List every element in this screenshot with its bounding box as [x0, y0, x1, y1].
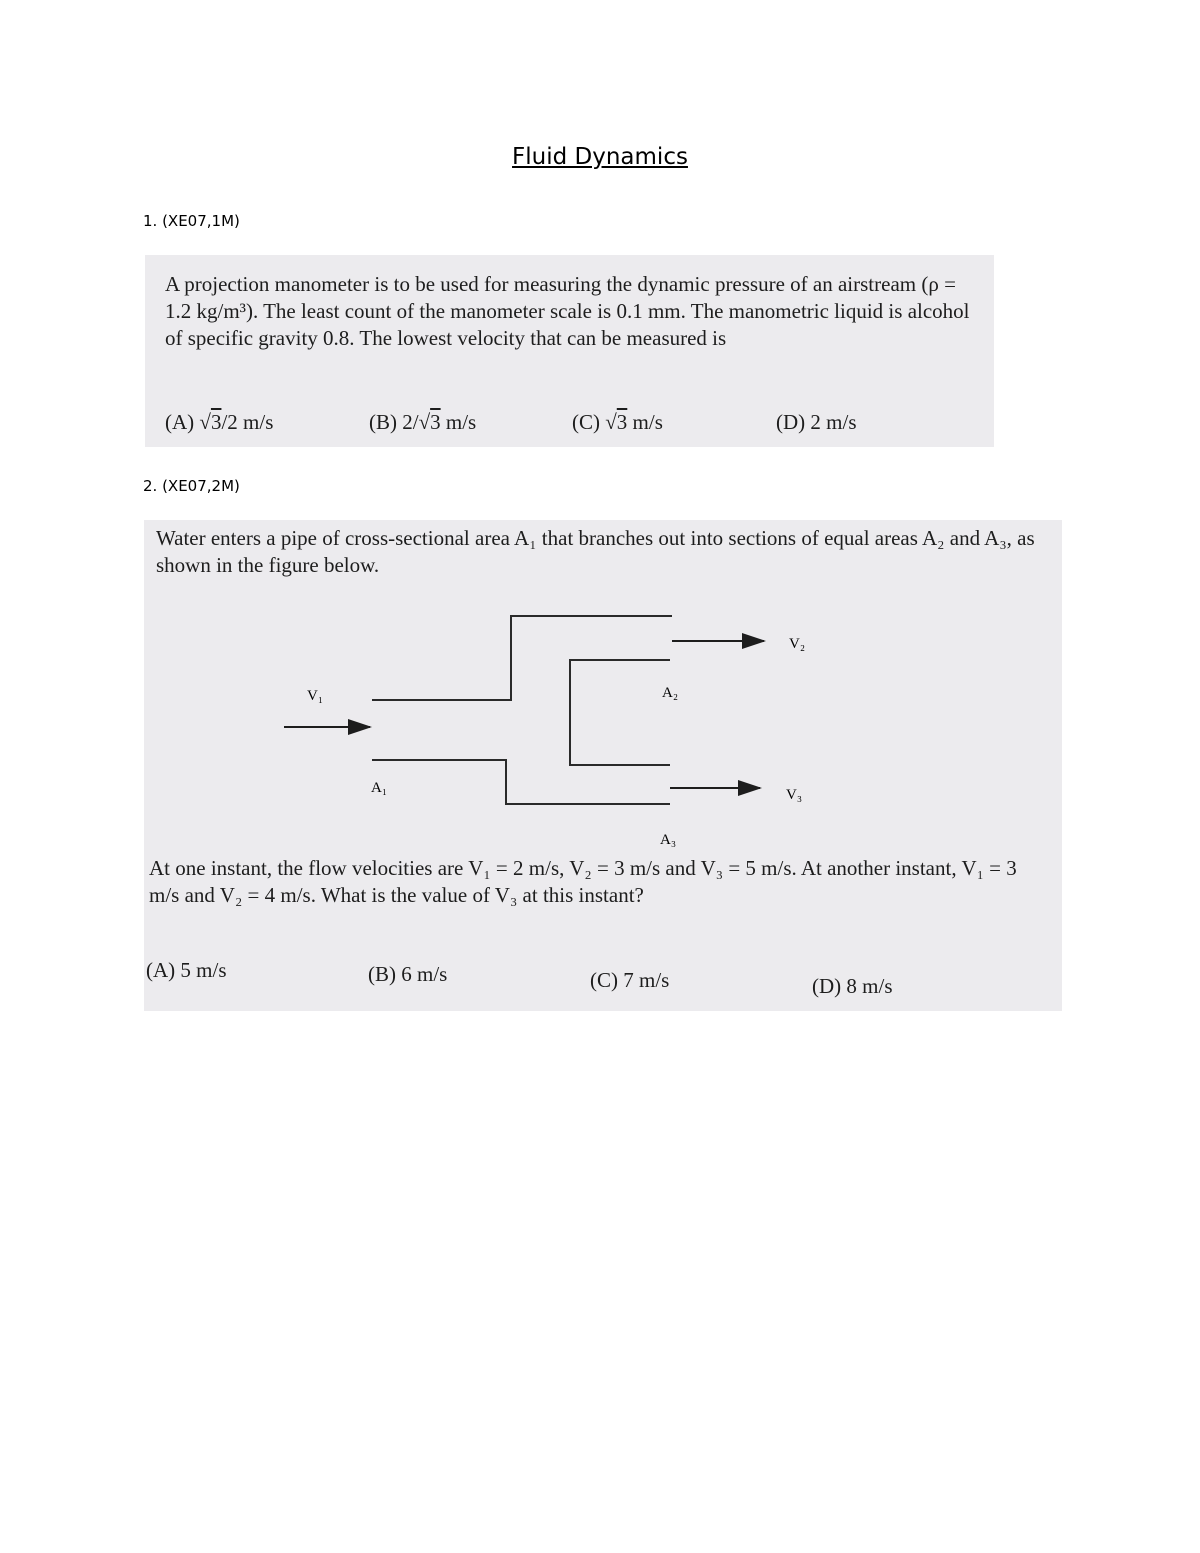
- question-2-option-d: (D) 8 m/s: [812, 974, 893, 998]
- label-v1: V₁: [307, 688, 324, 704]
- pipe-wall-inlet-bottom: [372, 760, 670, 804]
- question-2-label: 2. (XE07,2M): [143, 477, 240, 495]
- question-1-option-a: (A) √3/2 m/s: [165, 410, 274, 434]
- question-2-option-a: (A) 5 m/s: [146, 958, 227, 982]
- question-1-scan: [145, 255, 994, 447]
- page-title: Fluid Dynamics: [512, 144, 688, 170]
- label-a1: A₁: [371, 780, 388, 796]
- question-1-text: A projection manometer is to be used for measuring the dynamic pressure of an airstream (ρ = 1.2 kg/m³). The least count of the manometer scale is 0.1 mm. The manometric liquid is alcohol of specific gravity 0.8. The lowest velocity that can be measured is: [165, 272, 970, 350]
- question-2-intro: Water enters a pipe of cross-sectional area A₁ that branches out into sections of equal areas A₂ and A₃, as shown in the figure below.: [156, 526, 1035, 577]
- question-2-option-c: (C) 7 m/s: [590, 968, 670, 992]
- question-1-option-d: (D) 2 m/s: [776, 410, 857, 434]
- question-1-option-c: (C) √3 m/s: [572, 410, 663, 434]
- pipe-wall-branch-inner: [570, 660, 670, 765]
- question-2-scan: [144, 520, 1062, 1011]
- pipe-wall-inlet-top: [372, 616, 672, 700]
- question-1-option-b: (B) 2/√3 m/s: [369, 410, 477, 434]
- label-a3: A₃: [660, 832, 677, 848]
- label-a2: A₂: [662, 685, 679, 701]
- question-1-label: 1. (XE07,1M): [143, 212, 240, 230]
- question-2-text: At one instant, the flow velocities are V₁ = 2 m/s, V₂ = 3 m/s and V₃ = 5 m/s. At another instant, V₁ = 3 m/s and V₂ = 4 m/s. What is the value of V₃ at this instant?: [149, 856, 1017, 907]
- question-2-option-b: (B) 6 m/s: [368, 962, 448, 986]
- pipe-branch-diagram: [144, 520, 1062, 850]
- label-v2: V₂: [789, 636, 806, 652]
- label-v3: V₃: [786, 787, 803, 803]
